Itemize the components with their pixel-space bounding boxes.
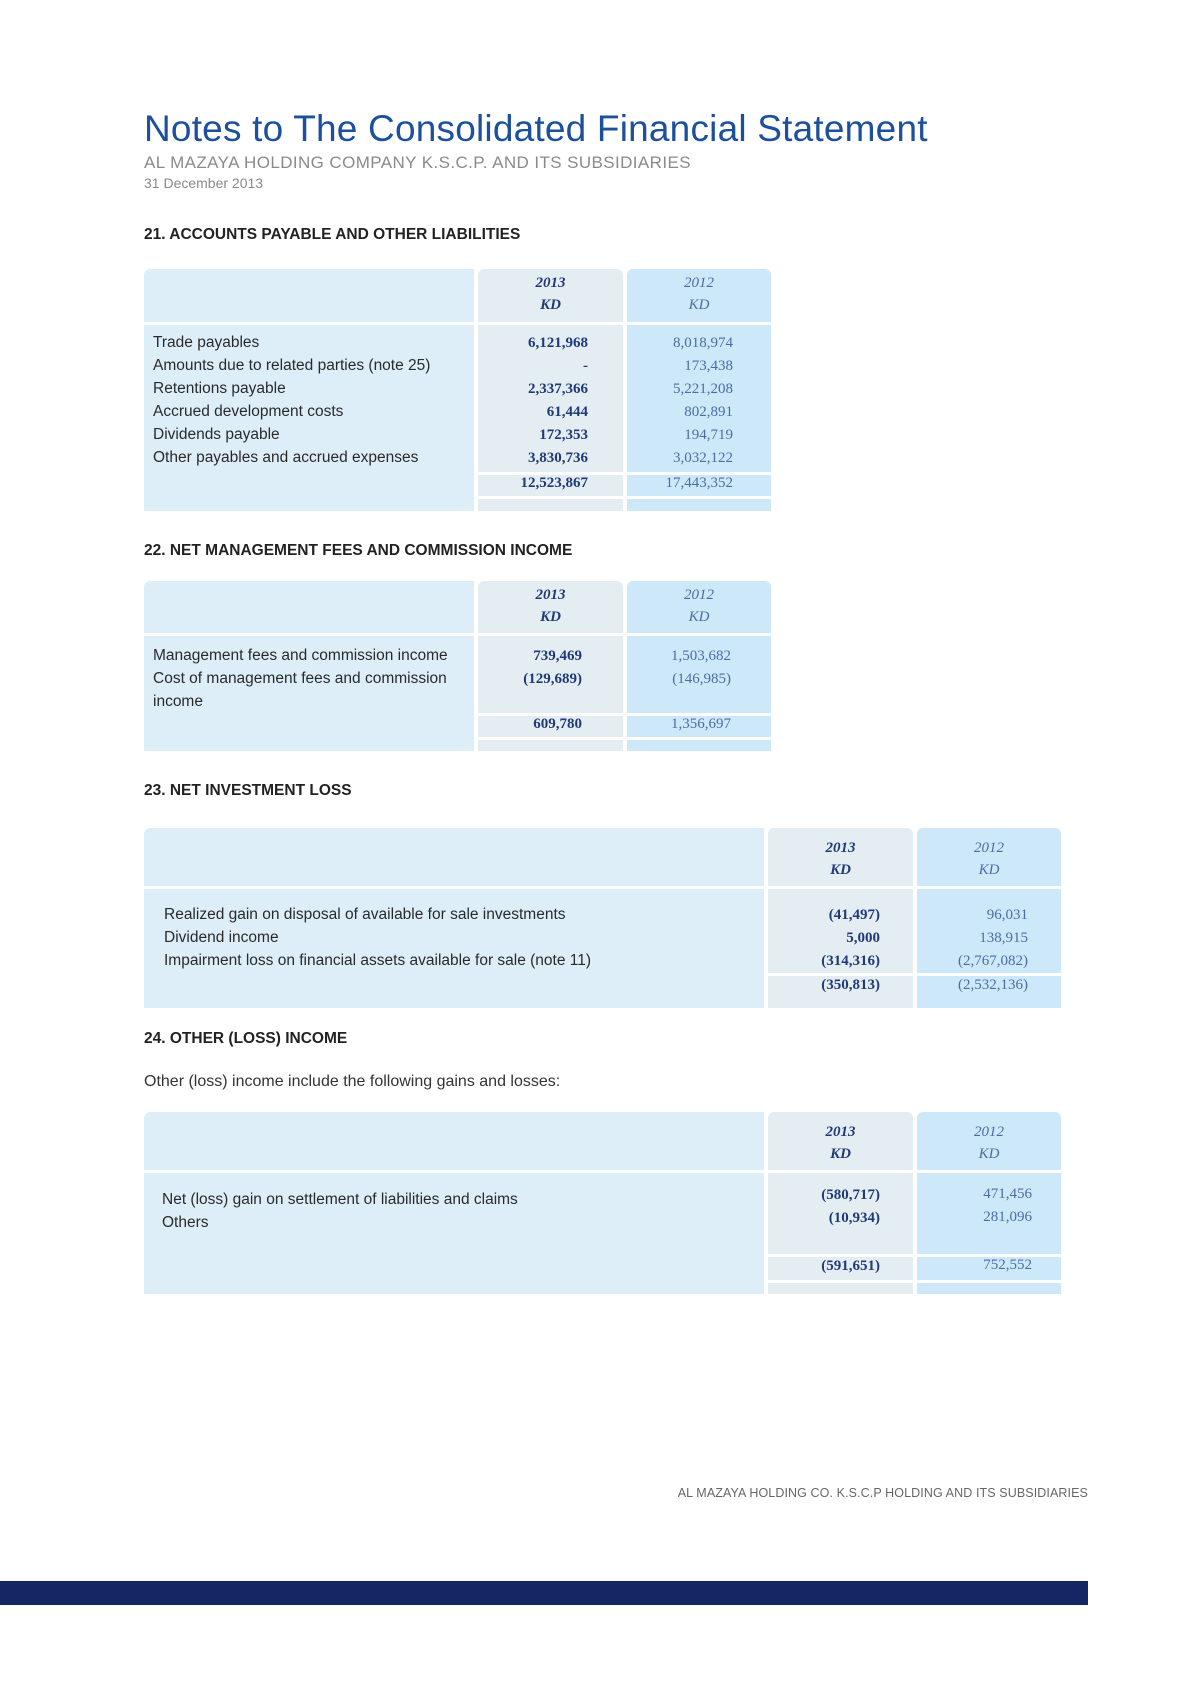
total-2013: 12,523,867 <box>520 475 588 491</box>
col-2012-year: 2012 <box>684 275 714 291</box>
row-label: Cost of management fees and commission <box>153 670 447 687</box>
value-2012: 5,221,208 <box>673 381 733 397</box>
footer-bar <box>0 1581 1088 1605</box>
col-2013-unit: KD <box>830 862 851 878</box>
col-2013-year: 2013 <box>535 275 566 291</box>
value-2012: (2,767,082) <box>958 953 1028 969</box>
col-2012-year: 2012 <box>684 587 714 603</box>
row-label: Management fees and commission income <box>153 647 448 664</box>
value-2013: (580,717) <box>821 1187 880 1203</box>
total-2012: 17,443,352 <box>665 475 733 491</box>
value-2012: 281,096 <box>983 1209 1032 1225</box>
value-2013: 172,353 <box>539 427 588 443</box>
col-2012-year: 2012 <box>974 1124 1004 1140</box>
value-2012: 1,503,682 <box>671 648 731 664</box>
col-2012-unit: KD <box>978 1146 1000 1162</box>
total-2012: 1,356,697 <box>671 716 731 732</box>
row-label: Other payables and accrued expenses <box>153 449 419 466</box>
total-2012: 752,552 <box>983 1257 1032 1273</box>
col-2012-unit: KD <box>688 297 710 313</box>
note-22-heading: 22. NET MANAGEMENT FEES AND COMMISSION INCOME <box>144 542 573 559</box>
value-2012: 194,719 <box>684 427 733 443</box>
total-2013: (350,813) <box>821 977 880 993</box>
col-2013-unit: KD <box>540 609 561 625</box>
row-label: Net (loss) gain on settlement of liabilities and claims <box>162 1191 518 1208</box>
value-2013: (10,934) <box>828 1210 880 1226</box>
value-2013: (129,689) <box>523 671 582 687</box>
row-label: Accrued development costs <box>153 403 344 420</box>
value-2013: - <box>583 358 588 374</box>
col-2012-unit: KD <box>688 609 710 625</box>
note-24-intro: Other (loss) income include the following gains and losses: <box>144 1073 561 1090</box>
row-label: Trade payables <box>153 334 260 351</box>
value-2013: 3,830,736 <box>528 450 588 466</box>
row-label: Others <box>162 1214 209 1231</box>
company-name: AL MAZAYA HOLDING COMPANY K.S.C.P. AND ITS SUBSIDIARIES <box>144 153 691 172</box>
value-2012: 173,438 <box>684 358 733 374</box>
row-label: Dividends payable <box>153 426 280 443</box>
row-label-continued: income <box>153 693 203 710</box>
value-2013: 6,121,968 <box>528 335 588 351</box>
total-2013: 609,780 <box>533 716 582 732</box>
col-2013-year: 2013 <box>825 840 856 856</box>
row-label: Realized gain on disposal of available for sale investments <box>164 906 566 923</box>
value-2012: 3,032,122 <box>673 450 733 466</box>
col-2013-year: 2013 <box>535 587 566 603</box>
note-24-heading: 24. OTHER (LOSS) INCOME <box>144 1030 348 1047</box>
col-2012-year: 2012 <box>974 840 1004 856</box>
value-2012: 96,031 <box>986 907 1028 923</box>
note-21-heading: 21. ACCOUNTS PAYABLE AND OTHER LIABILITIES <box>144 226 521 243</box>
note-24-table <box>144 1112 1061 1294</box>
total-2013: (591,651) <box>821 1258 880 1274</box>
value-2013: 5,000 <box>846 930 880 946</box>
value-2012: 471,456 <box>983 1186 1032 1202</box>
row-label: Impairment loss on financial assets available for sale (note 11) <box>164 952 592 969</box>
col-2013-unit: KD <box>540 297 561 313</box>
footer-company: AL MAZAYA HOLDING CO. K.S.C.P HOLDING AND ITS SUBSIDIARIES <box>677 1486 1088 1500</box>
col-2013-year: 2013 <box>825 1124 856 1140</box>
value-2012: 8,018,974 <box>673 335 733 351</box>
row-label: Amounts due to related parties (note 25) <box>153 357 431 374</box>
value-2012: 138,915 <box>979 930 1028 946</box>
row-label: Retentions payable <box>153 380 286 397</box>
note-23-table <box>144 828 1061 1008</box>
note-22-table <box>144 581 771 751</box>
statement-date: 31 December 2013 <box>144 175 264 191</box>
value-2013: (41,497) <box>828 907 880 923</box>
total-2012: (2,532,136) <box>958 977 1028 993</box>
col-2013-unit: KD <box>830 1146 851 1162</box>
col-2012-unit: KD <box>978 862 1000 878</box>
value-2013: 739,469 <box>533 648 582 664</box>
note-23-heading: 23. NET INVESTMENT LOSS <box>144 782 352 799</box>
value-2012: 802,891 <box>684 404 733 420</box>
note-21-table <box>144 269 771 511</box>
value-2013: 2,337,366 <box>528 381 588 397</box>
value-2013: (314,316) <box>821 953 880 969</box>
page-title: Notes to The Consolidated Financial Statement <box>144 108 928 149</box>
value-2013: 61,444 <box>546 404 588 420</box>
value-2012: (146,985) <box>672 671 731 687</box>
row-label: Dividend income <box>164 929 279 946</box>
